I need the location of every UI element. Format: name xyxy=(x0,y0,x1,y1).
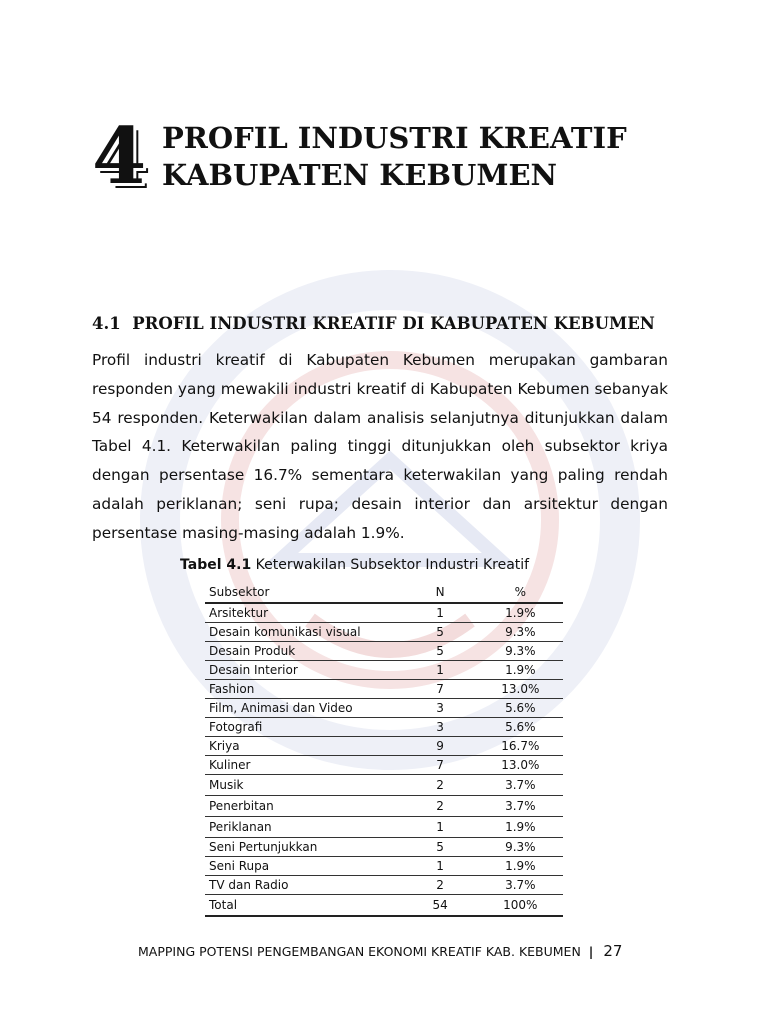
table-header-row xyxy=(205,582,563,603)
chapter-title-line-2: KABUPATEN KEBUMEN xyxy=(162,158,558,192)
table-row xyxy=(205,737,563,756)
table-row xyxy=(205,817,563,838)
page-number: 27 xyxy=(603,942,623,960)
subsector-table xyxy=(205,582,563,917)
table-caption-text: Keterwakilan Subsektor Industri Kreatif xyxy=(255,557,530,573)
table-caption-label: Tabel 4.1 xyxy=(180,557,252,573)
cell-n: 9 xyxy=(403,737,474,756)
cell-percent: 3.7% xyxy=(474,796,563,817)
footer-separator: | xyxy=(588,944,594,959)
cell-percent: 5.6% xyxy=(474,718,563,737)
footer-title: MAPPING POTENSI PENGEMBANGAN EKONOMI KREATIF KAB. KEBUMEN xyxy=(138,944,581,959)
cell-percent: 13.0% xyxy=(474,756,563,775)
cell-n: 2 xyxy=(403,876,474,895)
cell-percent: 5.6% xyxy=(474,699,563,718)
cell-percent: 9.3% xyxy=(474,838,563,857)
cell-subsektor: Seni Pertunjukkan xyxy=(205,838,403,857)
cell-n: 2 xyxy=(403,796,474,817)
table-row xyxy=(205,756,563,775)
cell-percent: 3.7% xyxy=(474,876,563,895)
table-row xyxy=(205,680,563,699)
cell-percent: 1.9% xyxy=(474,661,563,680)
cell-n: 5 xyxy=(403,623,474,642)
chapter-number: 4 xyxy=(92,111,147,202)
cell-percent: 9.3% xyxy=(474,642,563,661)
table-row xyxy=(205,661,563,680)
cell-subsektor: Kriya xyxy=(205,737,403,756)
cell-n: 7 xyxy=(403,756,474,775)
total-label: Total xyxy=(205,895,403,917)
total-n: 54 xyxy=(403,895,474,917)
body-paragraph: Profil industri kreatif di Kabupaten Kebumen merupakan gambaran responden yang mewakili industri kreatif di Kabupaten Kebumen sebanyak 54 responden. Keterwakilan dalam analisis selanjutnya ditunjukkan dalam Tabel 4.1. Keterwakilan paling tinggi ditunjukkan oleh subsektor kriya dengan persentase 16.7% sementara keterwakilan yang paling rendah adalah periklanan; seni rupa; desain interior dan arsitektur dengan persentase masing-masing adalah 1.9%. xyxy=(92,351,668,542)
cell-percent: 1.9% xyxy=(474,603,563,623)
chapter-title-line-1: PROFIL INDUSTRI KREATIF xyxy=(162,121,627,155)
cell-subsektor: TV dan Radio xyxy=(205,876,403,895)
section-heading xyxy=(92,313,682,335)
cell-subsektor: Arsitektur xyxy=(205,603,403,623)
cell-n: 2 xyxy=(403,775,474,796)
cell-n: 7 xyxy=(403,680,474,699)
cell-n: 1 xyxy=(403,603,474,623)
cell-n: 5 xyxy=(403,838,474,857)
chapter-title xyxy=(162,120,682,194)
table-row xyxy=(205,775,563,796)
cell-n: 5 xyxy=(403,642,474,661)
table-row xyxy=(205,876,563,895)
table-row xyxy=(205,603,563,623)
cell-subsektor: Kuliner xyxy=(205,756,403,775)
header-subsektor: Subsektor xyxy=(205,582,403,603)
cell-percent: 9.3% xyxy=(474,623,563,642)
cell-n: 1 xyxy=(403,817,474,838)
cell-subsektor: Film, Animasi dan Video xyxy=(205,699,403,718)
table-row xyxy=(205,699,563,718)
cell-subsektor: Fashion xyxy=(205,680,403,699)
cell-percent: 3.7% xyxy=(474,775,563,796)
cell-n: 1 xyxy=(403,661,474,680)
cell-subsektor: Desain Interior xyxy=(205,661,403,680)
table-row xyxy=(205,838,563,857)
total-percent: 100% xyxy=(474,895,563,917)
table-row xyxy=(205,718,563,737)
cell-percent: 1.9% xyxy=(474,857,563,876)
cell-subsektor: Periklanan xyxy=(205,817,403,838)
cell-subsektor: Desain Produk xyxy=(205,642,403,661)
chapter-heading xyxy=(92,112,692,212)
page-footer xyxy=(138,942,678,961)
cell-subsektor: Seni Rupa xyxy=(205,857,403,876)
cell-subsektor: Desain komunikasi visual xyxy=(205,623,403,642)
cell-subsektor: Fotografi xyxy=(205,718,403,737)
section-title: PROFIL INDUSTRI KREATIF DI KABUPATEN KEBUMEN xyxy=(132,314,655,333)
cell-subsektor: Musik xyxy=(205,775,403,796)
cell-percent: 16.7% xyxy=(474,737,563,756)
section-number: 4.1 xyxy=(92,314,121,333)
cell-percent: 13.0% xyxy=(474,680,563,699)
cell-n: 3 xyxy=(403,699,474,718)
cell-n: 3 xyxy=(403,718,474,737)
header-n: N xyxy=(403,582,474,603)
cell-n: 1 xyxy=(403,857,474,876)
table-row xyxy=(205,642,563,661)
table-row xyxy=(205,796,563,817)
cell-percent: 1.9% xyxy=(474,817,563,838)
table-row xyxy=(205,623,563,642)
header-percent: % xyxy=(474,582,563,603)
table-caption xyxy=(180,555,600,575)
table-total-row xyxy=(205,895,563,917)
cell-subsektor: Penerbitan xyxy=(205,796,403,817)
table-row xyxy=(205,857,563,876)
